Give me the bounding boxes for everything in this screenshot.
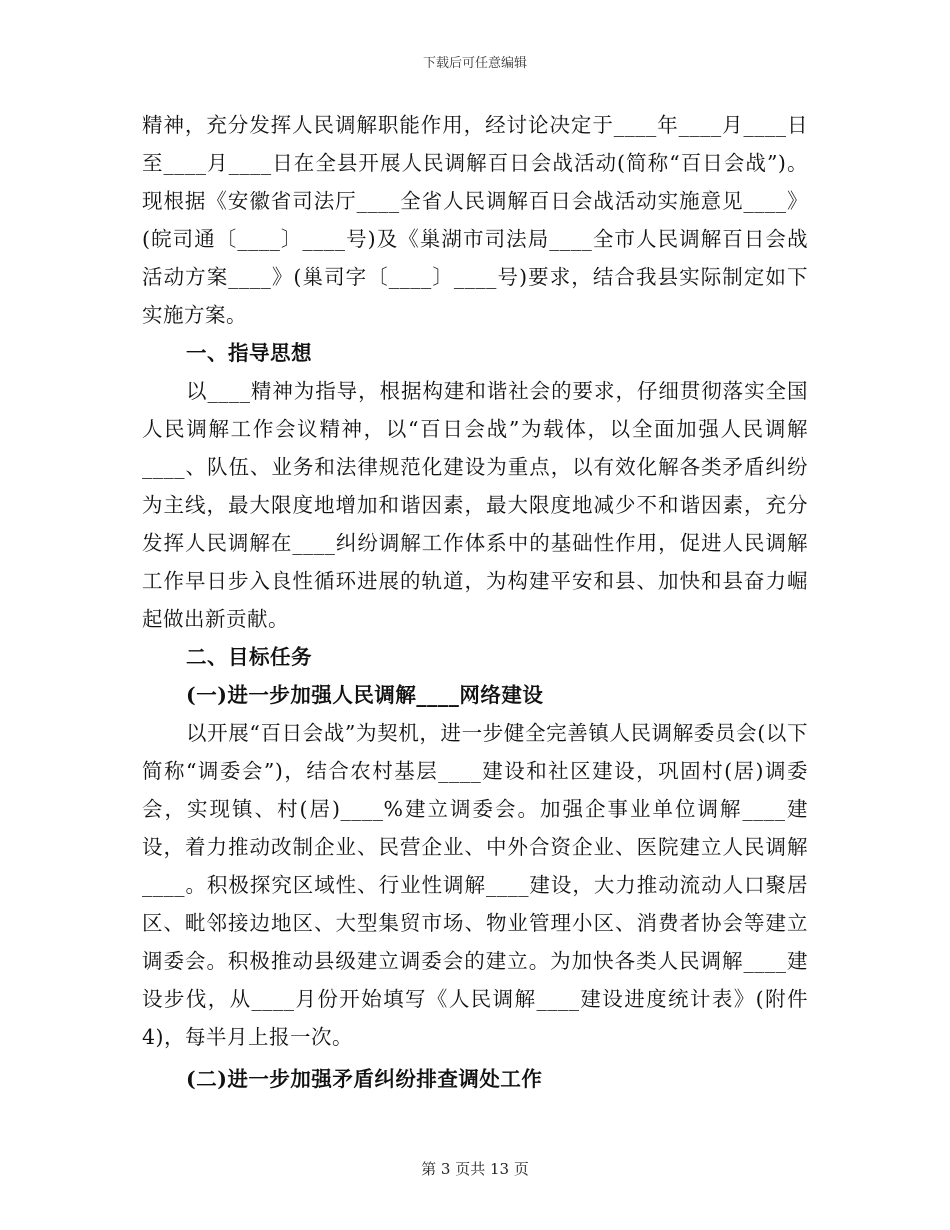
document-body <box>142 106 808 1098</box>
page-footer: 第 3 页共 13 页 <box>421 1160 529 1178</box>
paragraph-guiding-thought: 以____精神为指导，根据构建和谐社会的要求，仔细贯彻落实全国人民调解工作会议精神，以“百日会战”为载体，以全面加强人民调解____、队伍、业务和法律规范化建设为重点，以有效化解各类矛盾纠纷为主线，最大限度地增加和谐因素，最大限度地减少不和谐因素，充分发挥人民调解在____纠纷调解工作体系中的基础性作用，促进人民调解工作早日步入良性循环进展的轨道，为构建平安和县、加快和县奋力崛起做出新贡献。 <box>142 379 808 631</box>
page-header: 下载后可任意编辑 <box>422 56 527 71</box>
paragraph-intro: 精神，充分发挥人民调解职能作用，经讨论决定于____年____月____日至____月____日在全县开展人民调解百日会战活动(简称“百日会战”)。现根据《安徽省司法厅____全省人民调解百日会战活动实施意见____》(皖司通〔____〕____号)及《巢湖市司法局____全市人民调解百日会战活动方案____》(巢司字〔____〕____号)要求，结合我县实际制定如下实施方案。 <box>142 113 808 327</box>
paragraph-network: 以开展“百日会战”为契机，进一步健全完善镇人民调解委员会(以下简称“调委会”)，结合农村基层____建设和社区建设，巩固村(居)调委会，实现镇、村(居)____%建立调委会。加强企事业单位调解____建设，着力推动改制企业、民营企业、中外合资企业、医院建立人民调解____。积极探究区域性、行业性调解____建设，大力推动流动人口聚居区、毗邻接边地区、大型集贸市场、物业管理小区、消费者协会等建立调委会。积极推动县级建立调委会的建立。为加快各类人民调解____建设步伐，从____月份开始填写《人民调解____建设进度统计表》(附件4)，每半月上报一次。 <box>142 721 808 1049</box>
heading-goals: 二、目标任务 <box>186 645 312 669</box>
subheading-network: (一)进一步加强人民调解____网络建设 <box>186 683 544 707</box>
subheading-dispute-handling: (二)进一步加强矛盾纠纷排查调处工作 <box>186 1067 543 1091</box>
heading-guiding-thought: 一、指导思想 <box>186 341 312 365</box>
